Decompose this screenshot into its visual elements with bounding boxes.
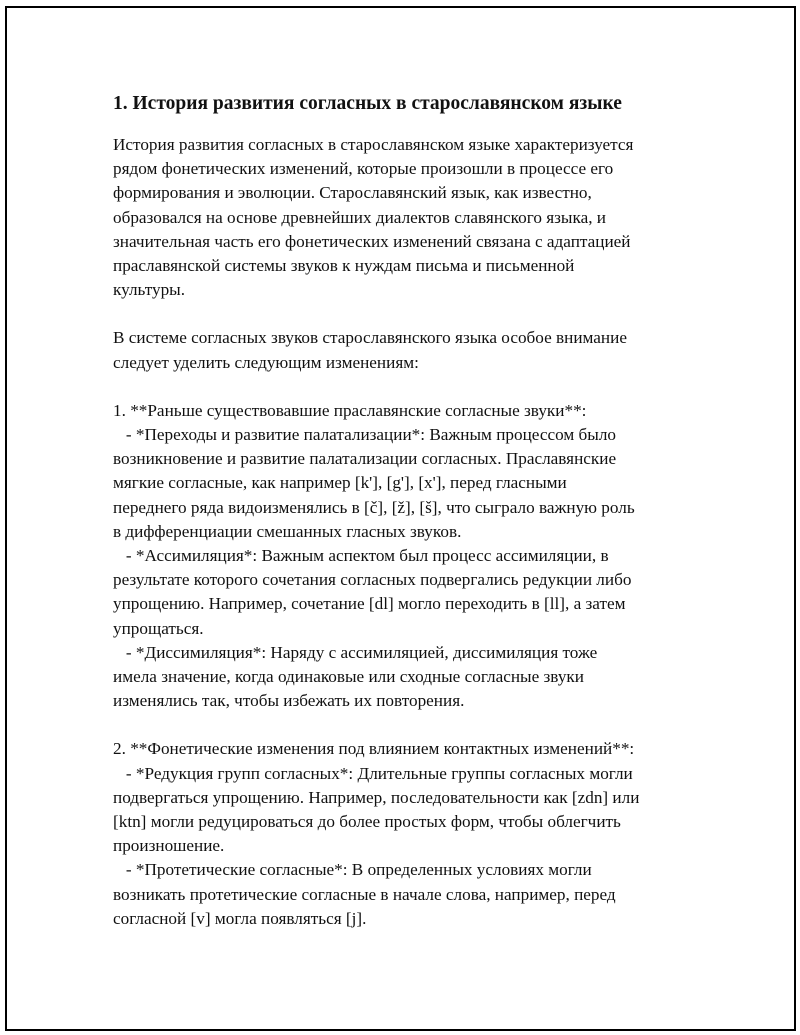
text-line: История развития согласных в старославянском языке характеризуется: [113, 135, 634, 154]
paragraph-container: [113, 133, 693, 931]
document-body: [113, 90, 693, 931]
text-line: 1. **Раньше существовавшие праславянские согласные звуки**:: [113, 400, 587, 420]
paragraph-gap: [113, 302, 693, 326]
paragraph: [113, 399, 693, 714]
text-line: произношение.: [113, 836, 225, 856]
text-line: изменялись так, чтобы избежать их повторения.: [113, 691, 465, 711]
text-line: в дифференциации смешанных гласных звуков.: [113, 521, 462, 541]
text-line: имела значение, когда одинаковые или сходные согласные звуки: [113, 667, 584, 687]
text-line: упрощаться.: [113, 618, 204, 638]
paragraph: [113, 133, 693, 302]
text-line: - *Диссимиляция*: Наряду с ассимиляцией, диссимиляция тоже: [113, 642, 598, 662]
text-line: подвергаться упрощению. Например, последовательности как [zdn] или: [113, 787, 640, 807]
text-line: значительная часть его фонетических изменений связана с адаптацией: [113, 231, 631, 251]
text-line: возникать протетические согласные в начале слова, например, перед: [113, 884, 616, 904]
text-line: образовался на основе древнейших диалектов славянского языка, и: [113, 207, 606, 227]
text-line: возникновение и развитие палатализации согласных. Праславянские: [113, 449, 617, 469]
text-line: культуры.: [113, 280, 186, 300]
text-line: согласной [v] могла появляться [j].: [113, 908, 367, 928]
text-line: праславянской системы звуков к нуждам письма и письменной: [113, 256, 575, 276]
text-line: упрощению. Например, сочетание [dl] могло переходить в [ll], а затем: [113, 594, 626, 614]
text-line: переднего ряда видоизменялись в [č], [ž], [š], что сыграло важную роль: [113, 497, 635, 517]
paragraph-gap: [113, 713, 693, 737]
document-title: 1. История развития согласных в старославянском языке: [113, 93, 622, 114]
paragraph: [113, 326, 693, 374]
text-line: - *Протетические согласные*: В определенных условиях могли: [113, 860, 592, 880]
text-line: мягкие согласные, как например [k'], [g'], [x'], перед гласными: [113, 473, 567, 493]
paragraph-gap: [113, 375, 693, 399]
text-line: В системе согласных звуков старославянского языка особое внимание: [113, 328, 627, 348]
text-line: следует уделить следующим изменениям:: [113, 352, 419, 372]
text-line: - *Ассимиляция*: Важным аспектом был процесс ассимиляции, в: [113, 546, 609, 566]
text-line: [ktn] могли редуцироваться до более простых форм, чтобы облегчить: [113, 812, 621, 832]
text-line: 2. **Фонетические изменения под влиянием контактных изменений**:: [113, 739, 635, 759]
text-line: рядом фонетических изменений, которые произошли в процессе его: [113, 159, 614, 179]
paragraph: [113, 737, 693, 931]
text-line: формирования и эволюции. Старославянский язык, как известно,: [113, 183, 592, 203]
text-line: - *Переходы и развитие палатализации*: Важным процессом было: [113, 425, 617, 445]
text-line: - *Редукция групп согласных*: Длительные группы согласных могли: [113, 763, 633, 783]
text-line: результате которого сочетания согласных подвергались редукции либо: [113, 570, 632, 590]
